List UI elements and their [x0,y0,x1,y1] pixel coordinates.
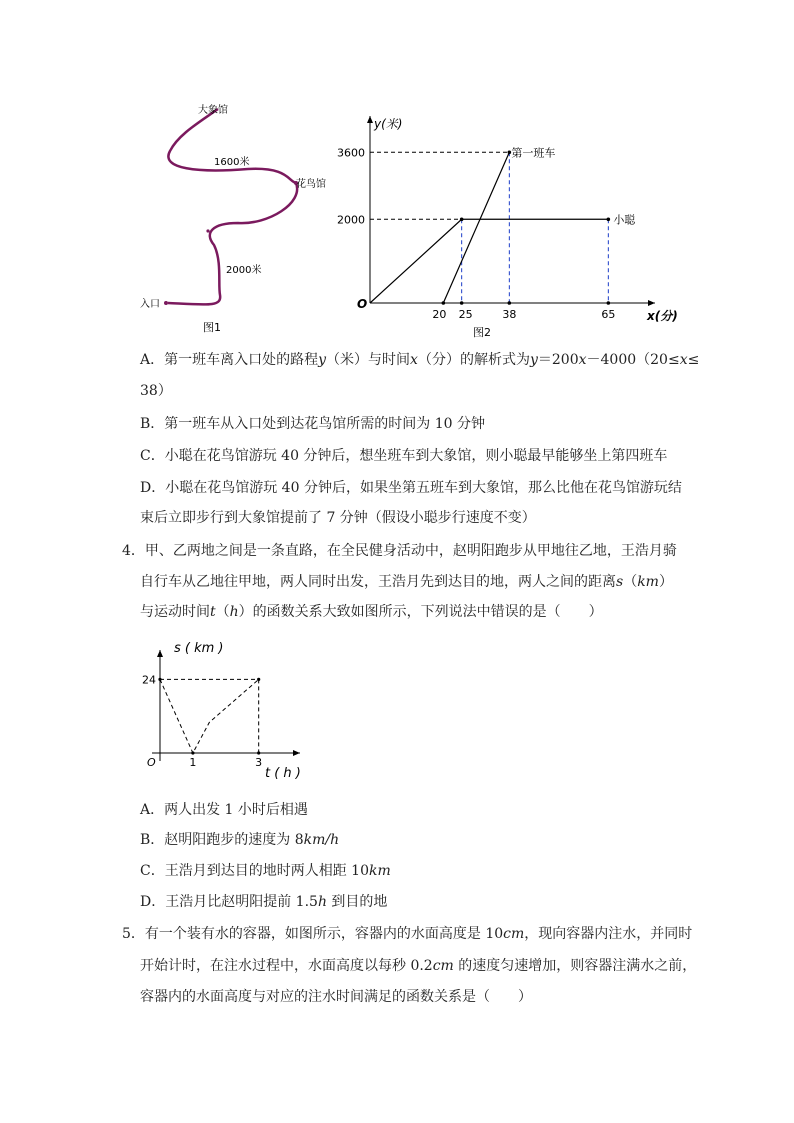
entrance-dot [164,301,168,305]
data-point [607,301,611,305]
x-tick-label: 20 [432,308,447,321]
q4-stem-line3: 与运动时间t（h）的函数关系大致如图所示，下列说法中错误的是（ ） [140,604,603,620]
x-axis-arrow [293,750,300,756]
q3-option-c: C．小聪在花鸟馆游玩 40 分钟后，想坐班车到大象馆，则小聪最早能够坐上第四班车 [140,448,668,464]
label-entrance: 入口 [140,299,160,310]
x-axis-label: x(分) [647,309,678,323]
x-tick-label: 3 [255,756,263,769]
q4-option-b: B．赵明阳跑步的速度为 8km/h [140,832,340,848]
y-tick-label: 24 [142,673,156,687]
x-tick-label: 65 [601,308,616,321]
x-tick-label: 1 [189,756,197,769]
q4-option-c: C．王浩月到达目的地时两人相距 10km [140,863,391,879]
label-dist-1600: 1600米 [214,157,250,168]
data-point [607,217,611,221]
q3-option-a-cont: 38） [140,383,172,399]
figure1-route-map [138,95,338,340]
figure2-chart [337,108,690,343]
q3-option-d-line1: D．小聪在花鸟馆游玩 40 分钟后，如果坐第五班车到大象馆，那么比他在花鸟馆游玩结 [140,480,682,496]
x-axis-arrow [648,300,655,306]
data-point [158,678,161,681]
figure2-caption: 图2 [473,326,491,339]
q4-stem-line2: 自行车从乙地往甲地，两人同时出发，王浩月先到达目的地，两人之间的距离s（km） [140,574,673,590]
data-point [257,678,260,681]
q4-option-a: A．两人出发 1 小时后相遇 [140,802,308,818]
data-point [442,301,446,305]
series-distance-line [160,679,259,753]
data-point [508,301,512,305]
y-axis-label: y(米) [374,117,403,131]
figure1-caption: 图1 [203,321,221,334]
label-elephant-hall: 大象馆 [198,105,228,116]
q4-stem-line1: 4．甲、乙两地之间是一条直路，在全民健身活动中，赵明阳跑步从甲地往乙地，王浩月骑 [122,543,677,559]
series-xiaocong-label: 小聪 [613,213,636,227]
data-point [460,217,464,221]
series-bus-label: 第一班车 [511,146,556,160]
q5-stem-line3: 容器内的水面高度与对应的注水时间满足的函数关系是（ ） [140,989,532,1005]
data-point [257,751,260,754]
x-axis-label: t ( h ) [265,766,301,781]
data-point [460,301,464,305]
x-tick-label: 38 [502,308,517,321]
series-xiaocong-line [370,219,608,303]
q3-option-a: A．第一班车离入口处的路程y（米）与时间x（分）的解析式为y＝200x－4000（20≤x≤ [140,352,700,368]
origin-label: O [357,297,368,311]
q5-stem-line2: 开始计时，在注水过程中，水面高度以每秒 0.2cm 的速度匀速增加，则容器注满水之前， [140,958,697,974]
turn-dot [206,229,209,232]
q4-chart [140,636,320,786]
data-point [191,751,194,754]
y-axis-label: s ( km ) [174,641,224,656]
q5-stem-line1: 5．有一个装有水的容器，如图所示，容器内的水面高度是 10cm，现向容器内注水，并同时 [122,926,693,942]
y-axis-arrow [157,650,163,657]
label-dist-2000: 2000米 [226,265,262,276]
x-tick-label: 25 [458,308,473,321]
origin-label: O [147,756,156,769]
label-bird-hall: 花鸟馆 [296,179,326,190]
q4-option-d: D．王浩月比赵明阳提前 1.5h 到目的地 [140,894,388,910]
q3-option-d-line2: 束后立即步行到大象馆提前了 7 分钟（假设小聪步行速度不变） [140,510,536,526]
y-axis-arrow [367,116,373,123]
q3-option-b: B．第一班车从入口处到达花鸟馆所需的时间为 10 分钟 [140,416,486,432]
y-tick-label: 3600 [337,146,365,160]
y-tick-label: 2000 [337,213,365,227]
